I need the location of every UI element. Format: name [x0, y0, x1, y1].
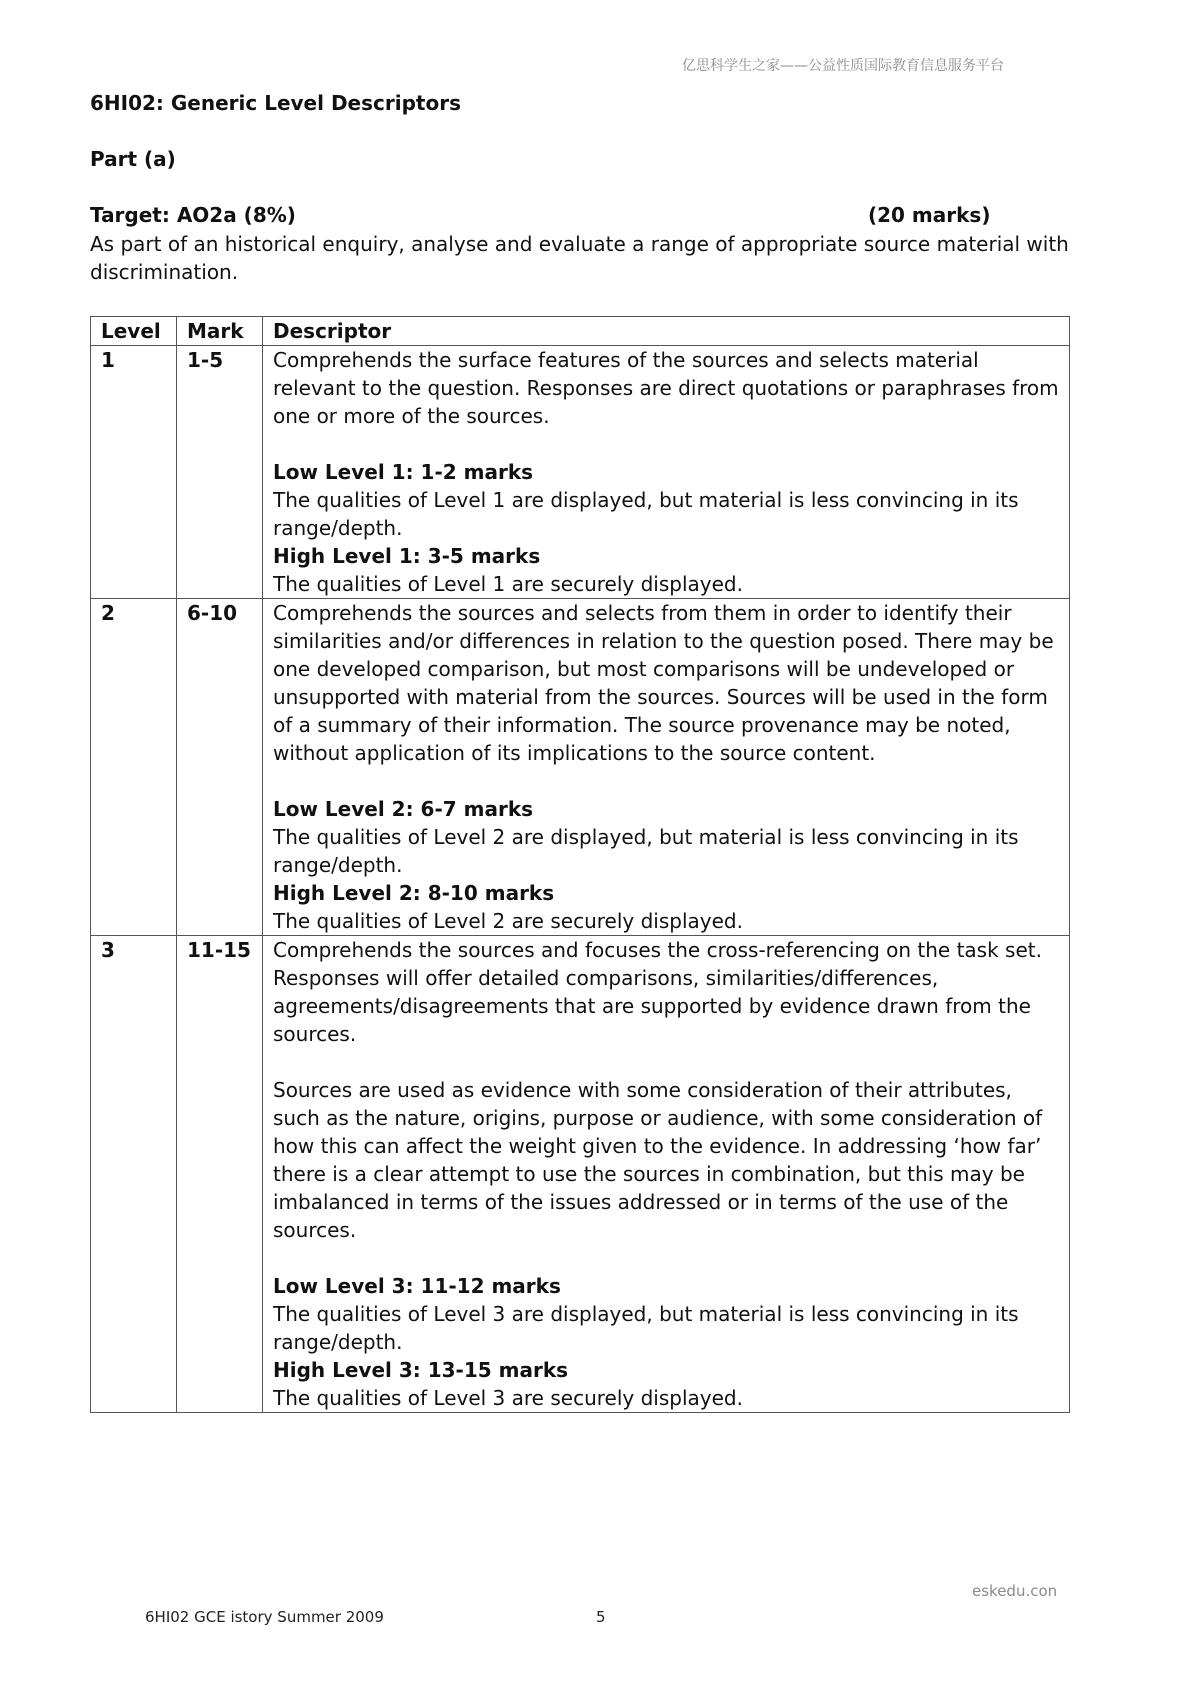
low-level-text: The qualities of Level 1 are displayed, but material is less convincing in its range/depth. [273, 488, 1019, 540]
level-cell: 2 [91, 599, 177, 936]
high-level-text: The qualities of Level 2 are securely displayed. [273, 909, 743, 933]
header-descriptor: Descriptor [263, 317, 1070, 346]
table-row [91, 936, 1070, 1413]
watermark-top: 亿思科学生之家——公益性质国际教育信息服务平台 [682, 58, 1004, 74]
footer-text: 6HI02 GCE istory Summer 2009 [145, 1608, 384, 1626]
low-level-heading: Low Level 2: 6-7 marks [273, 797, 534, 821]
high-level-text: The qualities of Level 1 are securely displayed. [273, 572, 743, 596]
descriptor-cell [263, 936, 1070, 1413]
table-header-row [91, 317, 1070, 346]
descriptor-text-2: Sources are used as evidence with some consideration of their attributes, such as the nature, origins, purpose or audience, with some consideration of how this can affect the weight given to the evidence. In addressing ‘how far’ there is a clear attempt to use the sources in combination, but this may be imbalanced in terms of the issues addressed or in terms of the use of the sources. [273, 1078, 1043, 1242]
page-number: 5 [596, 1608, 606, 1626]
descriptor-text: Comprehends the sources and focuses the cross-referencing on the task set. Responses will offer detailed comparisons, similarities/differences, agreements/disagreements that are supported by evidence drawn from the sources. [273, 938, 1042, 1046]
level-cell: 3 [91, 936, 177, 1413]
table-row [91, 346, 1070, 599]
descriptor-cell [263, 599, 1070, 936]
low-level-text: The qualities of Level 3 are displayed, but material is less convincing in its range/depth. [273, 1302, 1019, 1354]
low-level-heading: Low Level 1: 1-2 marks [273, 460, 534, 484]
document-header [90, 90, 1102, 286]
target-label: Target: AO2a (8%) [90, 203, 296, 227]
mark-cell: 6-10 [177, 599, 263, 936]
mark-cell: 11-15 [177, 936, 263, 1413]
part-heading: Part (a) [90, 147, 176, 171]
target-marks: (20 marks) [868, 203, 991, 227]
level-cell: 1 [91, 346, 177, 599]
mark-cell: 1-5 [177, 346, 263, 599]
table-row [91, 599, 1070, 936]
high-level-heading: High Level 2: 8-10 marks [273, 881, 555, 905]
watermark-bottom: eskedu.con [972, 1582, 1058, 1600]
high-level-heading: High Level 1: 3-5 marks [273, 544, 541, 568]
target-line [90, 202, 1102, 228]
low-level-text: The qualities of Level 2 are displayed, but material is less convincing in its range/depth. [273, 825, 1019, 877]
level-descriptor-table [90, 316, 1070, 1413]
header-level: Level [91, 317, 177, 346]
low-level-heading: Low Level 3: 11-12 marks [273, 1274, 561, 1298]
high-level-heading: High Level 3: 13-15 marks [273, 1358, 569, 1382]
descriptor-text: Comprehends the surface features of the sources and selects material relevant to the question. Responses are direct quotations or paraphrases from one or more of the sources. [273, 348, 1059, 428]
intro-text: As part of an historical enquiry, analyse and evaluate a range of appropriate source material with discrimination. [90, 232, 1069, 284]
high-level-text: The qualities of Level 3 are securely displayed. [273, 1386, 743, 1410]
header-mark: Mark [177, 317, 263, 346]
document-title: 6HI02: Generic Level Descriptors [90, 91, 461, 115]
descriptor-text: Comprehends the sources and selects from them in order to identify their similarities and/or differences in relation to the question posed. There may be one developed comparison, but most comparisons will be undeveloped or unsupported with material from the sources. Sources will be used in the form of a summary of their information. The source provenance may be noted, without application of its implications to the source content. [273, 601, 1054, 765]
descriptor-cell [263, 346, 1070, 599]
